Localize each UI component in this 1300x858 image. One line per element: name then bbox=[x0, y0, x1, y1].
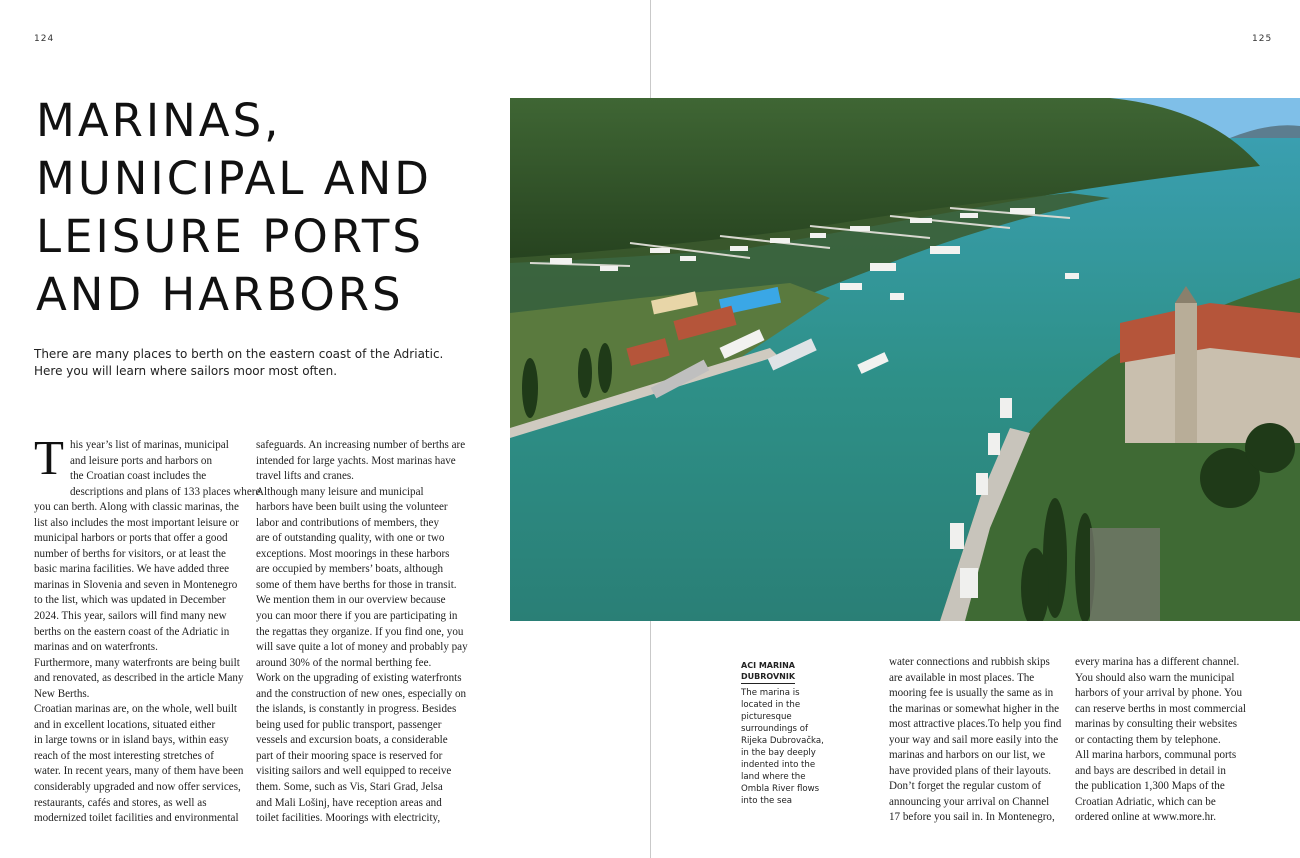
text-line: You should also warn the municipal bbox=[1075, 671, 1235, 684]
headline-line: MUNICIPAL AND bbox=[36, 152, 432, 205]
text-line: part of their mooring space is reserved for bbox=[256, 749, 443, 762]
text-line: Ombla River flows bbox=[741, 784, 820, 794]
text-line: being used for public transport, passenger bbox=[256, 718, 442, 731]
text-line: them. Some, such as Vis, Stari Grad, Jelsa bbox=[256, 781, 443, 794]
headline-line: MARINAS, bbox=[36, 94, 282, 147]
text-line: travel lifts and cranes. bbox=[256, 470, 354, 483]
text-line: located in the bbox=[741, 700, 801, 710]
text-line: the publication 1,300 Maps of the bbox=[1075, 780, 1225, 793]
text-line: you can moor there if you are participating in bbox=[256, 610, 458, 623]
text-line: water. In recent years, many of them have been bbox=[34, 765, 244, 778]
text-line: basic marina facilities. We have added three bbox=[34, 563, 230, 576]
text-line: harbors have been built using the volunteer bbox=[256, 501, 448, 514]
text-line: and leisure ports and harbors on bbox=[70, 454, 213, 467]
text-line: New Berths. bbox=[34, 687, 90, 700]
text-line: marinas and on waterfronts. bbox=[34, 641, 158, 654]
courtyard-path bbox=[1090, 528, 1160, 621]
text-line: restaurants, cafés and stores, as well as bbox=[34, 796, 207, 809]
text-line: All marina harbors, communal ports bbox=[1075, 749, 1237, 762]
intro-line: Here you will learn where sailors moor most often. bbox=[34, 363, 338, 378]
bell-tower bbox=[1175, 303, 1197, 443]
text-line: announcing your arrival on Channel bbox=[889, 795, 1050, 808]
text-line: are of outstanding quality, with one or two bbox=[256, 532, 445, 545]
text-line: and renovated, as described in the article Many bbox=[34, 672, 244, 685]
text-line: have provided plans of their layouts. bbox=[889, 764, 1052, 777]
text-line: will save quite a lot of money and probably pay bbox=[256, 641, 468, 654]
text-line: and the construction of new ones, especially on bbox=[256, 687, 467, 700]
text-line: Work on the upgrading of existing waterfronts bbox=[256, 672, 462, 685]
text-line: visiting sailors and well equipped to receive bbox=[256, 765, 452, 778]
drop-cap: T bbox=[34, 430, 64, 485]
text-line: most attractive places.To help you find bbox=[889, 718, 1062, 731]
text-line: The marina is bbox=[741, 688, 800, 698]
text-line: considerably upgraded and now offer services, bbox=[34, 781, 241, 794]
photo-caption bbox=[741, 660, 831, 807]
text-line: or contacting them by telephone. bbox=[1075, 733, 1221, 746]
text-line: the regattas they organize. If you find one, you bbox=[256, 625, 464, 638]
text-line: marinas by consulting their websites bbox=[1075, 718, 1238, 731]
intro-line: There are many places to berth on the eastern coast of the Adriatic. bbox=[34, 347, 444, 361]
text-line: can reserve berths in most commercial bbox=[1075, 702, 1246, 715]
article-headline bbox=[36, 92, 476, 324]
text-line: Croatian marinas are, on the whole, well built bbox=[34, 703, 238, 716]
article-intro bbox=[34, 346, 454, 379]
text-line: indented into the bbox=[741, 760, 816, 770]
text-line: berths on the eastern coast of the Adriatic in bbox=[34, 625, 230, 638]
text-line: picturesque bbox=[741, 712, 792, 722]
text-line: list also includes the most important leisure or bbox=[34, 516, 239, 529]
text-line: reach of the most interesting stretches of bbox=[34, 749, 214, 762]
text-line: Croatian Adriatic, which can be bbox=[1075, 795, 1216, 808]
body-column-1 bbox=[34, 430, 261, 827]
text-line: Rijeka Dubrovačka, bbox=[741, 736, 824, 746]
text-line: every marina has a different channel. bbox=[1075, 656, 1240, 668]
text-line: your way and sail more easily into the bbox=[889, 733, 1059, 746]
text-line: land where the bbox=[741, 772, 806, 782]
text-line: in the bay deeply bbox=[741, 748, 816, 758]
text-line: are available in most places. The bbox=[889, 671, 1035, 684]
text-line: exceptions. Most moorings in these harbors bbox=[256, 547, 450, 560]
text-line: mooring fee is usually the same as in bbox=[889, 687, 1054, 700]
text-line: the marinas or somewhat higher in the bbox=[889, 702, 1060, 715]
text-line: some of them have berths for those in transit. bbox=[256, 578, 457, 591]
text-line: ordered online at www.more.hr. bbox=[1075, 811, 1216, 824]
page-number-left: 124 bbox=[34, 34, 55, 44]
text-line: water connections and rubbish skips bbox=[889, 656, 1050, 668]
text-line: labor and contributions of members, they bbox=[256, 516, 440, 529]
caption-title-line: ACI MARINA bbox=[741, 661, 795, 670]
text-line: and Mali Lošinj, have reception areas and bbox=[256, 796, 442, 809]
text-line: 17 before you sail in. In Montenegro, bbox=[889, 811, 1055, 824]
body-column-2 bbox=[256, 438, 468, 827]
text-line: Although many leisure and municipal bbox=[256, 485, 424, 498]
caption-title bbox=[741, 660, 795, 684]
text-line: are occupied by members’ boats, although bbox=[256, 563, 444, 576]
body-column-3 bbox=[889, 655, 1064, 826]
text-line: intended for large yachts. Most marinas have bbox=[256, 454, 456, 467]
text-line: you can berth. Along with classic marinas, the bbox=[34, 501, 239, 514]
text-line: safeguards. An increasing number of berths are bbox=[256, 439, 466, 451]
text-line: municipal harbors or ports that offer a good bbox=[34, 532, 228, 545]
text-line: marinas in Slovenia and seven in Montenegro bbox=[34, 578, 238, 591]
body-column-4 bbox=[1075, 655, 1265, 826]
text-line: the islands, is constantly in progress. Besides bbox=[256, 703, 457, 716]
text-line: in large towns or in island bays, within easy bbox=[34, 734, 229, 747]
headline-line: LEISURE PORTS bbox=[36, 210, 424, 263]
text-line: toilet facilities. Moorings with electricity, bbox=[256, 812, 441, 825]
text-line: Furthermore, many waterfronts are being built bbox=[34, 656, 240, 669]
text-line: modernized toilet facilities and environmental bbox=[34, 812, 239, 825]
marina-photo-illustration bbox=[510, 98, 1300, 621]
text-line: around 30% of the normal berthing fee. bbox=[256, 656, 432, 669]
text-line: descriptions and plans of 133 places where bbox=[70, 485, 261, 498]
text-line: harbors of your arrival by phone. You bbox=[1075, 687, 1242, 700]
text-line: to the list, which was updated in December bbox=[34, 594, 226, 607]
text-line: number of berths for visitors, or at least the bbox=[34, 547, 226, 560]
text-line: his year’s list of marinas, municipal bbox=[70, 439, 229, 451]
text-line: 2024. This year, sailors will find many new bbox=[34, 610, 227, 623]
page-number-right: 125 bbox=[1252, 34, 1273, 44]
text-line: into the sea bbox=[741, 796, 793, 806]
caption-title-line: DUBROVNIK bbox=[741, 672, 796, 681]
caption-body bbox=[741, 687, 831, 807]
text-line: marinas and harbors on our list, we bbox=[889, 749, 1046, 762]
text-line: the Croatian coast includes the bbox=[70, 470, 207, 483]
text-line: vessels and excursion boats, a considerable bbox=[256, 734, 448, 747]
marina-aerial-photo bbox=[510, 98, 1300, 621]
text-line: Don’t forget the regular custom of bbox=[889, 780, 1042, 793]
text-line: and bays are described in detail in bbox=[1075, 764, 1226, 777]
text-line: We mention them in our overview because bbox=[256, 594, 446, 607]
text-line: and in excellent locations, situated either bbox=[34, 718, 216, 731]
text-line: surroundings of bbox=[741, 724, 809, 734]
headline-line: AND HARBORS bbox=[36, 268, 404, 321]
